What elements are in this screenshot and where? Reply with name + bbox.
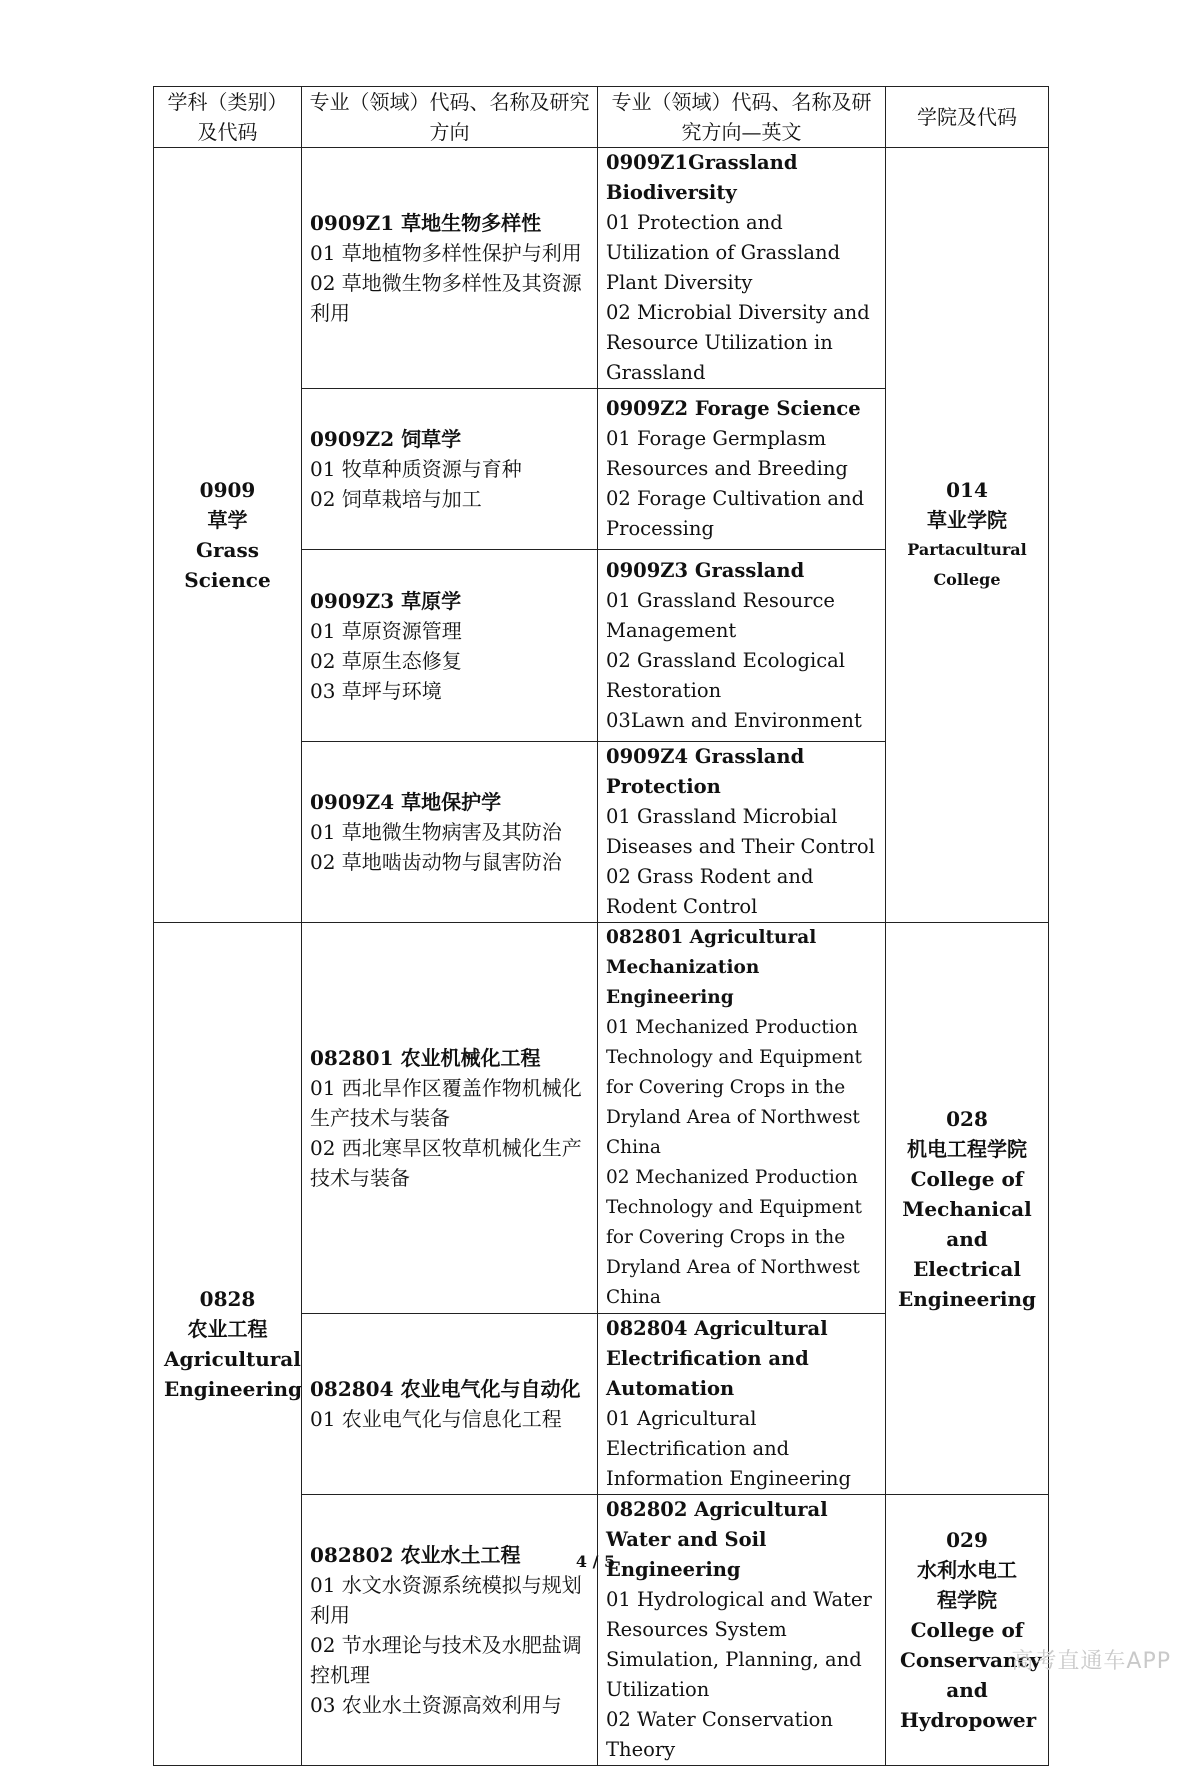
- major-cn-title: 0909Z4 草地保护学: [310, 790, 502, 814]
- major-cn-title: 082802 农业水土工程: [310, 1543, 521, 1567]
- major-en-cell: [598, 1495, 886, 1766]
- major-en-cell: [598, 550, 886, 742]
- college-code: 028: [946, 1106, 988, 1131]
- major-cn-direction: 01 牧草种质资源与育种: [310, 457, 522, 481]
- major-en-title: 0909Z2 Forage Science: [606, 397, 861, 420]
- major-en-direction: 02 Grassland Ecological Restoration: [606, 648, 846, 702]
- college-code: 029: [946, 1528, 988, 1552]
- major-cn-title: 0909Z3 草原学: [310, 588, 462, 613]
- major-cn-title: 0909Z2 饲草学: [310, 427, 462, 451]
- college-name-en: Partacultural College: [907, 540, 1027, 589]
- major-cn-direction: 02 西北寒旱区牧草机械化生产技术与装备: [310, 1136, 582, 1190]
- subject-name-cn: 草学: [207, 508, 248, 532]
- major-cn-direction: 03 农业水土资源高效利用与: [310, 1693, 562, 1717]
- major-cn-cell: [302, 389, 598, 550]
- subject-code: 0828: [199, 1287, 256, 1311]
- college-name-cn: 机电工程学院: [907, 1136, 1027, 1161]
- major-cn-direction: 01 西北旱作区覆盖作物机械化生产技术与装备: [310, 1076, 582, 1130]
- subject-name-en: Grass Science: [184, 538, 271, 592]
- major-cn-direction: 01 水文水资源系统模拟与规划利用: [310, 1573, 582, 1627]
- college-code: 014: [946, 478, 988, 502]
- major-cn-title: 0909Z1 草地生物多样性: [310, 211, 542, 235]
- major-en-title: 0909Z4 Grassland Protection: [606, 745, 805, 798]
- major-en-direction: 02 Microbial Diversity and Resource Utilization in Grassland: [606, 301, 870, 384]
- major-en-title: 082802 Agricultural Water and Soil Engineering: [606, 1498, 828, 1581]
- major-en-direction: 02 Forage Cultivation and Processing: [606, 487, 865, 540]
- major-cn-direction: 02 草地微生物多样性及其资源利用: [310, 271, 582, 325]
- subject-cell-grass: [154, 148, 302, 923]
- college-name-en: College of Mechanical and Electrical Engineering: [897, 1166, 1037, 1311]
- major-en-cell: [598, 1314, 886, 1495]
- major-en-direction: 01 Grassland Resource Management: [606, 588, 835, 642]
- major-en-direction: 02 Grass Rodent and Rodent Control: [606, 865, 814, 918]
- college-cell-028: [886, 923, 1049, 1495]
- major-en-cell: [598, 148, 886, 389]
- major-en-direction: 03Lawn and Environment: [606, 708, 862, 732]
- major-cn-cell: [302, 550, 598, 742]
- major-cn-cell: [302, 1495, 598, 1766]
- header-subject: 学科（类别）及代码: [154, 87, 302, 148]
- subject-name-cn: 农业工程: [187, 1317, 268, 1341]
- major-en-direction: 02 Mechanized Production Technology and Equipment for Covering Crops in the Dryland Area of Northwest China: [606, 1167, 862, 1308]
- college-name-en: College of Conservancy and Hydropower: [900, 1618, 1042, 1732]
- major-en-cell: [598, 742, 886, 923]
- major-cn-direction: 03 草坪与环境: [310, 678, 442, 703]
- major-cn-cell: [302, 923, 598, 1314]
- major-cn-direction: 02 节水理论与技术及水肥盐调控机理: [310, 1633, 582, 1687]
- table-row: [154, 148, 1049, 389]
- header-college: 学院及代码: [886, 87, 1049, 148]
- major-cn-direction: 02 草地啮齿动物与鼠害防治: [310, 850, 562, 874]
- major-cn-direction: 01 草地微生物病害及其防治: [310, 820, 562, 844]
- header-row: [154, 87, 1049, 148]
- header-major-cn: 专业（领域）代码、名称及研究方向: [302, 87, 598, 148]
- major-en-direction: 02 Water Conservation Theory: [606, 1708, 833, 1761]
- subject-name-en: Agricultural Engineering: [164, 1347, 303, 1401]
- major-cn-direction: 02 饲草栽培与加工: [310, 487, 482, 511]
- major-table: [153, 86, 1049, 1766]
- college-cell-014: [886, 148, 1049, 923]
- major-en-cell: [598, 389, 886, 550]
- major-en-cell: [598, 923, 886, 1314]
- college-name-cn: 水利水电工程学院: [917, 1558, 1017, 1612]
- header-major-en: 专业（领域）代码、名称及研究方向—英文: [598, 87, 886, 148]
- major-cn-direction: 01 农业电气化与信息化工程: [310, 1407, 562, 1431]
- major-cn-direction: 01 草地植物多样性保护与利用: [310, 241, 582, 265]
- major-cn-cell: [302, 1314, 598, 1495]
- major-cn-title: 082804 农业电气化与自动化: [310, 1377, 581, 1401]
- major-en-direction: 01 Mechanized Production Technology and Equipment for Covering Crops in the Dryland Area of Northwest China: [606, 1017, 862, 1158]
- major-cn-title: 082801 农业机械化工程: [310, 1046, 541, 1070]
- major-en-direction: 01 Grassland Microbial Diseases and Their Control: [606, 805, 875, 858]
- major-cn-direction: 02 草原生态修复: [310, 648, 462, 673]
- subject-code: 0909: [199, 478, 256, 502]
- major-en-title: 082801 Agricultural Mechanization Engineering: [606, 927, 817, 1008]
- major-cn-cell: [302, 742, 598, 923]
- subject-cell-agri-eng: [154, 923, 302, 1766]
- major-en-direction: 01 Forage Germplasm Resources and Breeding: [606, 427, 848, 480]
- major-en-title: 0909Z1Grassland Biodiversity: [606, 151, 798, 204]
- major-en-direction: 01 Agricultural Electrification and Information Engineering: [606, 1407, 851, 1490]
- watermark: 高考直通车APP: [1011, 1649, 1171, 1674]
- major-en-title: 0909Z3 Grassland: [606, 558, 805, 582]
- major-en-direction: 01 Protection and Utilization of Grassland Plant Diversity: [606, 211, 841, 294]
- major-cn-direction: 01 草原资源管理: [310, 618, 462, 643]
- college-cell-029: [886, 1495, 1049, 1766]
- page-number: 4 / 5: [575, 1552, 616, 1571]
- major-cn-cell: [302, 148, 598, 389]
- major-en-direction: 01 Hydrological and Water Resources System Simulation, Planning, and Utilization: [606, 1588, 872, 1701]
- table-row: [154, 923, 1049, 1314]
- college-name-cn: 草业学院: [927, 508, 1007, 532]
- major-en-title: 082804 Agricultural Electrification and Automation: [606, 1317, 828, 1400]
